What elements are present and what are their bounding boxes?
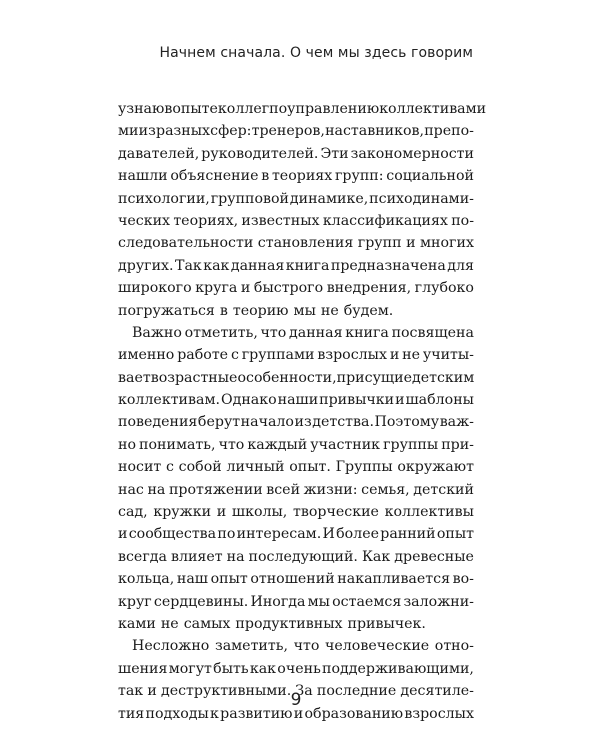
text-line: всегда влияет на последующий. Как древесные — [118, 548, 474, 565]
text-line: Важно отметить, что данная книга посвящена — [132, 324, 474, 341]
text-line: ческих теориях, известных классификациях по- — [118, 212, 474, 229]
text-line: носит с собой личный опыт. Группы окружают — [118, 459, 474, 476]
text-line: шения могут быть как очень поддерживающими, — [118, 660, 474, 677]
text-line: Несложно заметить, что человеческие отно- — [132, 638, 474, 655]
text-line: и сообщества по интересам. И более ранний опыт — [118, 526, 474, 543]
text-line: погружаться в теорию мы не будем. — [118, 302, 394, 319]
text-line: тия подходы к развитию и образованию взрослых — [118, 705, 474, 722]
text-line: узнаю в опыте коллег по управлению коллективами — [118, 101, 487, 117]
text-line: широкого круга и быстрого внедрения, глубоко — [118, 280, 474, 297]
text-line: вает возрастные особенности, присущие детским — [118, 369, 475, 386]
running-head: Начнем сначала. О чем мы здесь говорим — [159, 45, 473, 61]
text-line: других. Так как данная книга предназначена для — [118, 257, 474, 274]
text-line: ми из разных сфер: тренеров, наставников, препо- — [118, 123, 474, 140]
text-line: круг сердцевины. Иногда мы остаемся заложни- — [118, 593, 474, 610]
page-number: 9 — [290, 690, 302, 710]
text-line: сад, кружки и школы, творческие коллективы — [118, 504, 474, 521]
text-line: так и деструктивными. За последние десятиле- — [118, 683, 474, 700]
text-line: поведения берут начало из детства. Поэтому важ- — [118, 414, 474, 431]
text-line: именно работе с группами взрослых и не учиты- — [118, 347, 474, 364]
text-line: нашли объяснение в теориях групп: социальной — [118, 168, 474, 185]
text-line: но понимать, что каждый участник группы при- — [118, 436, 474, 453]
text-line: кольца, наш опыт отношений накапливается во- — [118, 571, 474, 588]
text-line: психологии, групповой динамике, психодинами- — [118, 190, 474, 207]
text-line: следовательности становления групп и многих — [118, 235, 474, 252]
text-line: нас на протяжении всей жизни: семья, детский — [118, 481, 474, 498]
text-line: давателей, руководителей. Эти закономерности — [118, 145, 474, 162]
body-text — [118, 98, 487, 725]
text-line: ками не самых продуктивных привычек. — [118, 615, 426, 632]
text-line: коллективам. Однако наши привычки и шаблоны — [118, 392, 474, 409]
